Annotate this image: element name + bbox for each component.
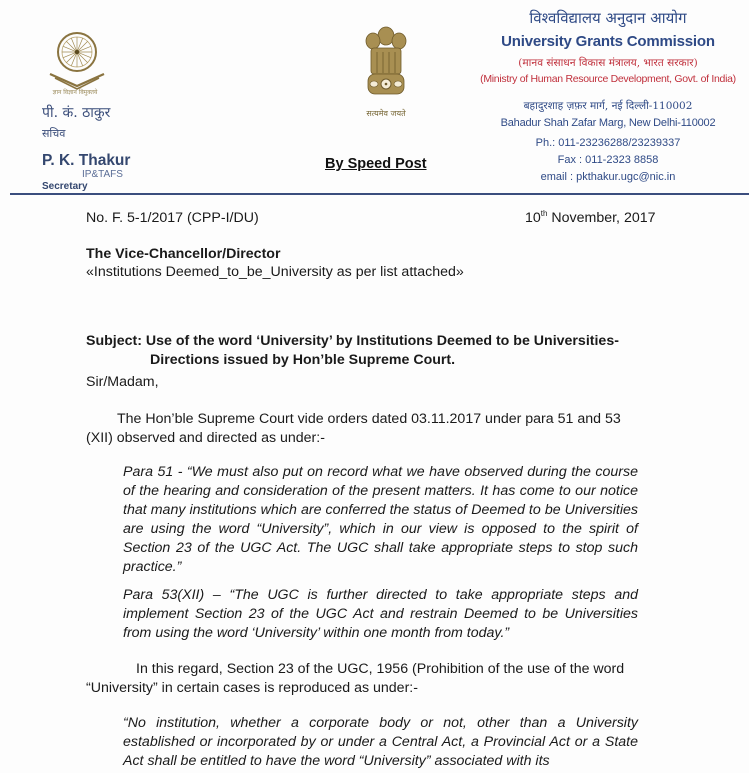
ugc-logo-motto: ज्ञान विज्ञान विमुक्तये <box>52 89 98 96</box>
reference-number: No. F. 5-1/2017 (CPP-I/DU) <box>86 210 259 226</box>
paragraph-2 <box>86 660 686 698</box>
paragraph-1-first-line: The Hon’ble Supreme Court vide orders dated 03.11.2017 under para 51 and 53 <box>117 411 621 427</box>
salutation: Sir/Madam, <box>86 374 159 390</box>
address-hindi: बहादुरशाह ज़फ़र मार्ग, नई दिल्ली-110002 <box>523 100 693 112</box>
date-day: 10 <box>525 210 541 226</box>
address: Bahadur Shah Zafar Marg, New Delhi-110002 <box>500 117 716 129</box>
secretary-designation: Secretary <box>42 181 88 192</box>
letterhead-divider <box>10 193 749 195</box>
org-name: University Grants Commission <box>501 33 715 50</box>
paragraph-2-rest: “University” in certain cases is reproduced as under:- <box>86 680 418 696</box>
subject <box>86 332 696 370</box>
paragraph-1-rest: (XII) observed and directed as under:- <box>86 430 325 446</box>
addressee-institution: «Institutions Deemed_to_be_University as per list attached» <box>86 264 464 280</box>
ashoka-emblem-icon <box>362 24 410 108</box>
org-name-hindi: विश्वविद्यालय अनुदान आयोग <box>529 9 687 27</box>
secretary-designation-hindi: सचिव <box>42 127 66 140</box>
fax-number: Fax : 011-2323 8858 <box>557 154 659 166</box>
letter-date <box>525 209 656 228</box>
paragraph-1 <box>86 410 686 448</box>
date-month-year: November, 2017 <box>547 210 656 226</box>
phone-number: Ph.: 011-23236288/23239337 <box>535 137 681 149</box>
secretary-name-hindi: पी. कं. ठाकुर <box>42 105 111 121</box>
subject-line-2: Directions issued by Hon’ble Supreme Court. <box>150 352 456 368</box>
paragraph-2-first-line: In this regard, Section 23 of the UGC, 1956 (Prohibition of the use of the word <box>136 661 625 677</box>
secretary-service: IP&TAFS <box>82 169 123 180</box>
subject-label: Subject: <box>86 333 142 349</box>
quote-para-51: Para 51 - “We must also put on record what we have observed during the course of the hearing and consideration of the present matters. It has come to our notice that many institutions which are conferred the status of Deemed to be Universities are using the word “University”, which in our view is opposed to the spirit of Section 23 of the UGC Act. The UGC shall take appropriate steps to stop such practice.” <box>123 464 638 575</box>
ministry-hindi: (मानव संसाधन विकास मंत्रालय, भारत सरकार) <box>518 57 698 69</box>
subject-line-1: Use of the word ‘University’ by Institutions Deemed to be Universities- <box>145 333 619 349</box>
addressee-title: The Vice-Chancellor/Director <box>86 246 281 262</box>
dispatch-mode: By Speed Post <box>325 156 427 172</box>
ministry: (Ministry of Human Resource Development, Govt. of India) <box>480 73 736 85</box>
quote-section-23: “No institution, whether a corporate body or not, other than a University established or incorporated by or under a Central Act, a Provincial Act or a State Act shall be entitled to have the word “University” associated with its <box>123 715 638 769</box>
secretary-name: P. K. Thakur <box>42 152 131 169</box>
date-suffix: th <box>540 209 548 218</box>
emblem-motto: सत्यमेव जयते <box>366 109 406 118</box>
email-address: email : pkthakur.ugc@nic.in <box>540 171 676 183</box>
quote-para-53: Para 53(XII) – “The UGC is further directed to take appropriate steps and implement Section 23 of the UGC Act and restrain Deemed to be Universities from using the word ‘University’ within one month from today.” <box>123 587 638 641</box>
